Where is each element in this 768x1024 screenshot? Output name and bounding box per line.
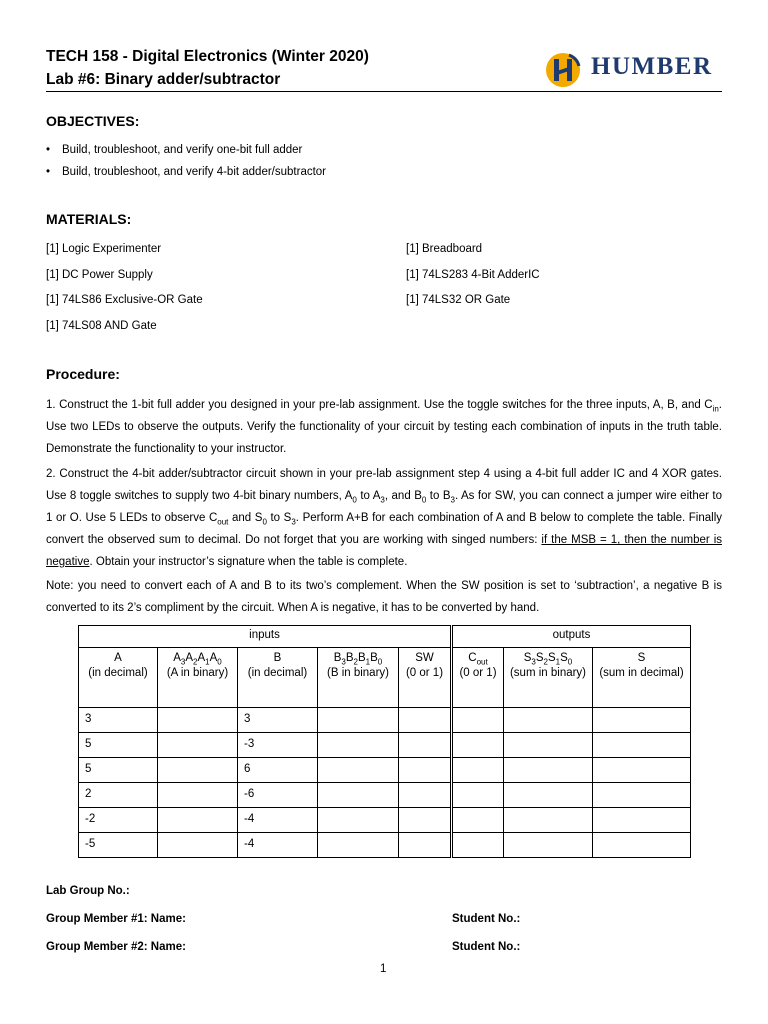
inputs-group-header: inputs <box>79 626 452 648</box>
student-no-label-1: Student No.: <box>452 913 521 925</box>
material-item: [1] Logic Experimenter <box>46 243 162 255</box>
col-header-sum-decimal: S (sum in decimal) <box>593 648 691 708</box>
col-header-b: B (in decimal) <box>238 648 318 708</box>
humber-logo <box>543 50 723 90</box>
course-title: TECH 158 - Digital Electronics (Winter 2020) <box>46 48 369 65</box>
col-header-cout: $C_{out}$ (0 or 1) <box>452 648 504 708</box>
procedure-step-2: 2. Construct the 4-bit adder/subtractor circuit shown in your pre-lab assignment step 4 using a 4-bit full adder IC and 4 XOR gates. Use 8 toggle switches to supply two 4-bit binary numbers, $A_0$ to $A_3$, and $B_0$ to $B_3$. As for SW, you can connect a jumper wire either to 1 or O. Use 5 LEDs to observe $C_{out}$ and $S_0$ to $S_3$. Perform A+B for each combination of A and B below to complete the table. Finally convert the observed sum to decimal. Do not forget that you are working with singed numbers: if the MSB = 1, then the number is negative. Obtain your instructor’s signature when the table is complete. <box>46 468 723 568</box>
outputs-group-header: outputs <box>452 626 691 648</box>
table-row <box>79 783 691 808</box>
col-header-sum-binary: $S_3S_2S_1S_0$ (sum in binary) <box>504 648 593 708</box>
procedure-heading: Procedure: <box>46 366 120 382</box>
cell-b: -4 <box>238 808 318 833</box>
cell-b: -3 <box>238 733 318 758</box>
cell-b: 6 <box>238 758 318 783</box>
header-divider <box>46 91 722 92</box>
col-header-a-binary: $A_3A_2A_1A_0$ (A in binary) <box>158 648 238 708</box>
cell-a: -5 <box>79 833 158 858</box>
cell-a: 2 <box>79 783 158 808</box>
adder-subtractor-table <box>78 625 691 858</box>
cell-b: 3 <box>238 708 318 733</box>
table-row <box>79 708 691 733</box>
procedure-step-1: 1. Construct the 1-bit full adder you designed in your pre-lab assignment. Use the toggle switches for the three inputs, A, B, and $C_{in}$. Use two LEDs to observe the outputs. Verify the functionality of your circuit by testing each combination of inputs in the truth table. Demonstrate the functionality to your instructor. <box>46 399 722 455</box>
material-item: [1] DC Power Supply <box>46 269 153 281</box>
table-row <box>79 808 691 833</box>
material-item: [1] 74LS08 AND Gate <box>46 320 157 332</box>
table-row <box>79 733 691 758</box>
col-header-sw: SW (0 or 1) <box>399 648 452 708</box>
cell-b: -6 <box>238 783 318 808</box>
cell-a: 5 <box>79 733 158 758</box>
material-item: [1] 74LS32 OR Gate <box>406 294 511 306</box>
table-row <box>79 833 691 858</box>
lab-title: Lab #6: Binary adder/subtractor <box>46 71 281 88</box>
page-number: 1 <box>380 963 387 975</box>
procedure-note: Note: you need to convert each of A and B to its two’s complement. When the SW position is set to ‘subtraction’, a negative B is converted to its 2’s compliment by the circuit. When A is negative, it has to be converted by hand. <box>46 580 722 614</box>
cell-a: -2 <box>79 808 158 833</box>
objective-item: • Build, troubleshoot, and verify 4-bit adder/subtractor <box>46 166 327 178</box>
member-2-label: Group Member #2: Name: <box>46 941 186 953</box>
material-item: [1] 74LS283 4-Bit AdderIC <box>406 269 540 281</box>
humber-emblem-icon <box>543 50 583 90</box>
cell-a: 5 <box>79 758 158 783</box>
objectives-heading: OBJECTIVES: <box>46 113 140 129</box>
materials-heading: MATERIALS: <box>46 211 132 227</box>
student-no-label-2: Student No.: <box>452 941 521 953</box>
material-item: [1] Breadboard <box>406 243 483 255</box>
material-item: [1] 74LS86 Exclusive-OR Gate <box>46 294 203 306</box>
lab-group-label: Lab Group No.: <box>46 885 130 897</box>
cell-b: -4 <box>238 833 318 858</box>
col-header-a: A (in decimal) <box>79 648 158 708</box>
cell-a: 3 <box>79 708 158 733</box>
col-header-b-binary: $B_3B_2B_1B_0$ (B in binary) <box>318 648 399 708</box>
table-row <box>79 758 691 783</box>
logo-wordmark: HUMBER <box>591 53 713 80</box>
member-1-label: Group Member #1: Name: <box>46 913 186 925</box>
objective-item: • Build, troubleshoot, and verify one-bit full adder <box>46 144 303 156</box>
